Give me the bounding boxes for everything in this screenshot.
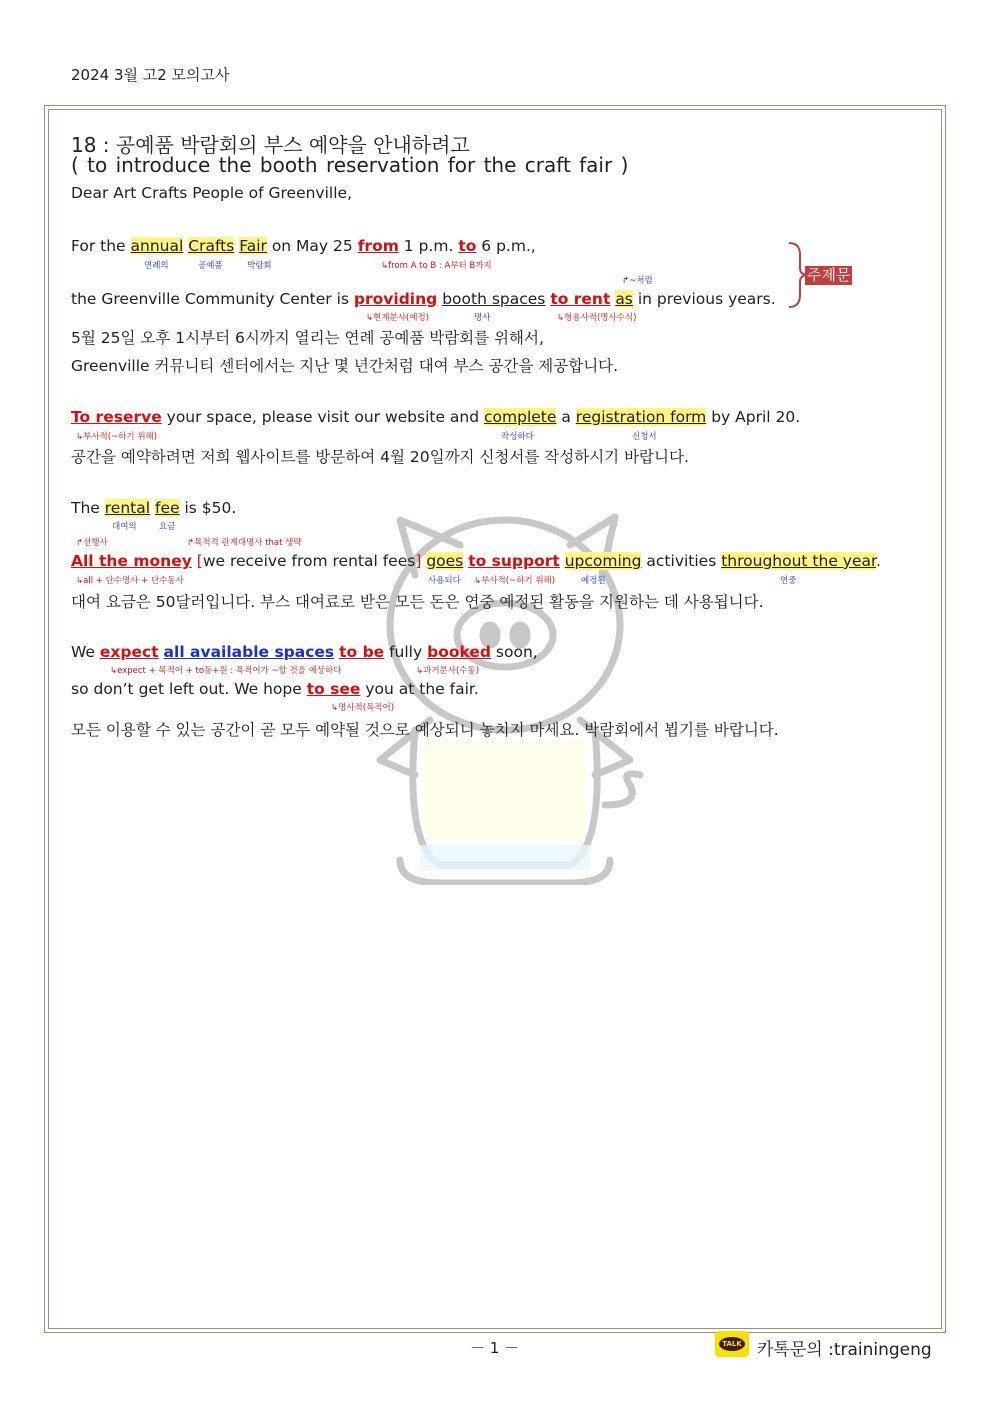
word-providing: providing [353,290,438,308]
word-rental: rental [104,499,151,517]
note-to-rent: ↳형용사적(명사수식) [557,313,637,323]
sentence-5-line-1: We expect all available spaces to be fully booked soon, [71,643,538,661]
word-to-reserve: To reserve [71,408,162,426]
note-fee: 요금 [159,522,176,532]
sentence-2: To reserve your space, please visit our website and complete a registration form by April 20. [71,408,801,426]
word-fair: Fair [239,237,267,255]
note-annual: 연례의 [144,261,169,271]
note-crafts: 공예품 [198,261,223,271]
note-to-see: ↳명사적(목적어) [331,703,395,713]
translation-3: 대여 요금은 50달러입니다. 부스 대여료로 받은 모든 돈은 연중 예정된 활동을 지원하는 데 사용됩니다. [71,593,764,611]
word-to-support: to support [468,552,560,570]
sentence-4: All the money [we receive from rental fees] goes to support upcoming activities throughout the year. [71,552,881,570]
note-from: ↳from A to B : A부터 B까지 [381,261,492,271]
word-fee: fee [154,499,180,517]
translation-1-line-1: 5월 25일 오후 1시부터 6시까지 열리는 연례 공예품 박람회를 위해서, [71,329,544,347]
word-all-available-spaces: all available spaces [163,643,335,661]
word-booked: booked [427,643,491,661]
word-throughout-the-year: throughout the year [721,552,876,570]
translation-2: 공간을 예약하려면 저희 웹사이트를 방문하여 4월 20일까지 신청서를 작성하시기 바랍니다. [71,448,689,466]
question-title-en: ( to introduce the booth reservation for the craft fair ) [71,153,629,177]
relative-clause: we receive from rental fees [202,552,416,570]
translation-1-line-2: Greenville 커뮤니티 센터에서는 지난 몇 년간처럼 대여 부스 공간을 제공합니다. [71,357,619,375]
word-to-rent: to rent [550,290,611,308]
word-as: as [615,290,633,308]
note-as: ↱~처럼 [622,276,653,286]
greeting: Dear Art Crafts People of Greenville, [71,184,352,202]
sentence-3: The rental fee is $50. [71,499,237,517]
kakaotalk-icon: TALK [715,1331,749,1357]
word-complete: complete [484,408,557,426]
sentence-1-line-2: the Greenville Community Center is providing booth spaces to rent as in previous years. [71,290,776,308]
word-crafts: Crafts [188,237,235,255]
note-antecedent: ↱선행사 [76,538,108,548]
word-expect: expect [99,643,159,661]
note-goes: 사용되다 [428,576,461,586]
word-to-see: to see [306,680,361,698]
kakao-contact: 카톡문의 :trainingeng [757,1340,932,1360]
exam-header: 2024 3월 고2 모의고사 [71,66,230,84]
word-annual: annual [130,237,184,255]
note-throughout: 연중 [780,576,797,586]
page-number: － 1 － [470,1339,520,1357]
word-from: from [357,237,399,255]
translation-4: 모든 이용할 수 있는 공간이 곧 모두 예약될 것으로 예상되니 놓치지 마세요. 박람회에서 뵙기를 바랍니다. [71,721,779,739]
word-to-be: to be [339,643,385,661]
note-registration-form: 신청서 [632,432,657,442]
note-booked: ↳과거분사(수동) [416,666,480,676]
topic-sentence-badge: 주제문 [807,266,851,284]
word-all-the-money: All the money [71,552,192,570]
note-upcoming: 예정된 [581,576,606,586]
word-upcoming: upcoming [564,552,642,570]
note-complete: 작성하다 [501,432,534,442]
word-booth-spaces: booth spaces [442,290,546,308]
note-all: ↳all + 단수명사 + 단수동사 [76,576,184,586]
note-to-reserve: ↳부사적(~하기 위해) [76,432,158,442]
note-booth: 명사 [474,313,491,323]
sentence-1-line-1: For the annual Crafts Fair on May 25 from 1 p.m. to 6 p.m., [71,237,536,255]
question-title-ko: 18 : 공예품 박람회의 부스 예약을 안내하려고 [71,133,470,157]
word-registration-form: registration form [575,408,707,426]
note-relative-pronoun: ↱목적격 관계대명사 that 생략 [187,538,302,548]
word-to: to [458,237,477,255]
note-expect: ↳expect + 목적어 + to동+원 : 목적어가 ~할 것을 예상하다 [110,666,342,676]
note-rental: 대여의 [112,522,137,532]
word-goes: goes [426,552,464,570]
sentence-5-line-2: so don’t get left out. We hope to see you at the fair. [71,680,479,698]
note-to-support: ↳부사적(~하기 위해) [474,576,556,586]
note-fair: 박람회 [247,261,272,271]
note-providing: ↳현재분사(예정) [366,313,430,323]
